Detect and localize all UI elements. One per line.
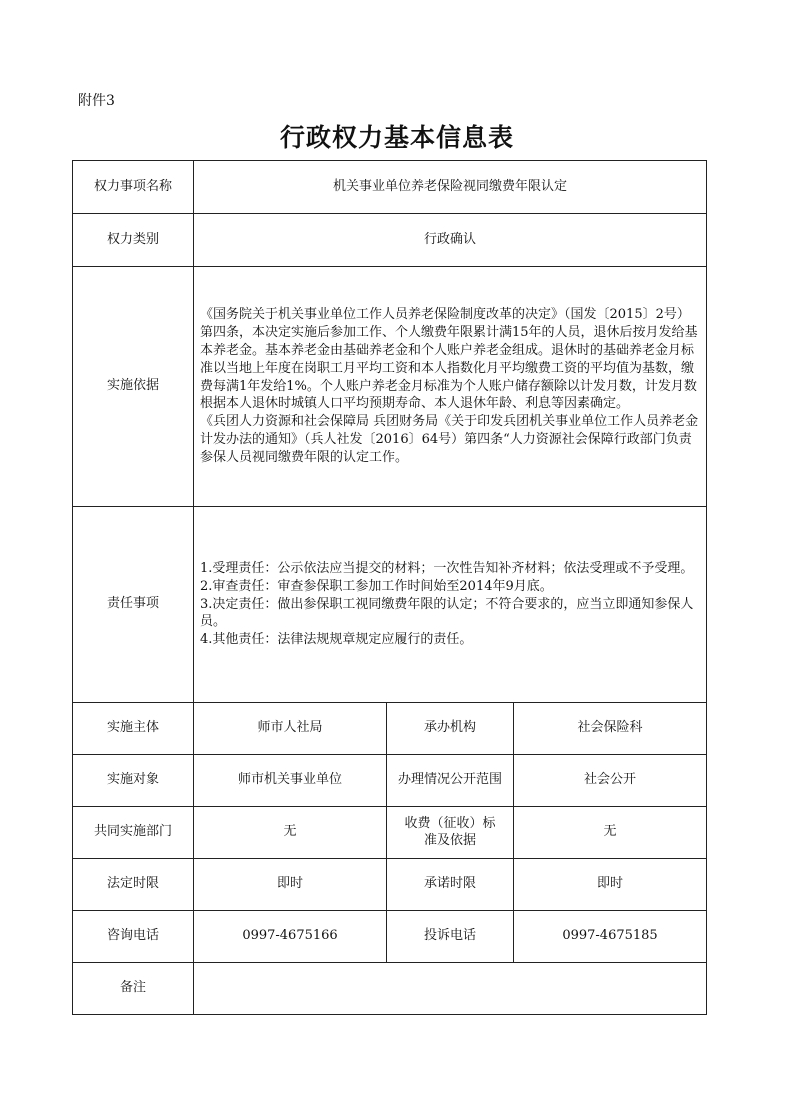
row-label-promise-time: 承诺时限 [387,859,514,911]
table-row [73,507,707,703]
table-row [73,267,707,507]
table-row [73,161,707,214]
row-label-fee: 收费（征收）标准及依据 [387,807,514,859]
row-value-remark [194,963,707,1015]
row-value-responsibility [194,507,707,703]
row-value-basis [194,267,707,507]
row-value-promise-time: 即时 [514,859,707,911]
row-value-consult-phone: 0997-4675166 [194,911,387,963]
responsibility-item: 1.受理责任：公示依法应当提交的材料；一次性告知补齐材料；依法受理或不予受理。 [200,560,694,576]
row-label-consult-phone: 咨询电话 [73,911,194,963]
attachment-label: 附件3 [78,93,115,109]
row-label-basis: 实施依据 [73,267,194,507]
row-value-joint: 无 [194,807,387,859]
responsibility-item: 3.决定责任：做出参保职工视同缴费年限的认定；不符合要求的，应当立即通知参保人员。 [200,596,694,630]
row-label-joint: 共同实施部门 [73,807,194,859]
table-row [73,703,707,755]
basis-paragraph: 《兵团人力资源和社会保障局 兵团财务局《关于印发兵团机关事业单位工作人员养老金计发办法的通知》（兵人社发〔2016〕64号）第四条“人力资源社会保障行政部门负责参保人员视同缴费年限的认定工作。 [200,414,699,466]
table-row [73,911,707,963]
table-row [73,755,707,807]
row-label-category: 权力类别 [73,214,194,267]
row-label-remark: 备注 [73,963,194,1015]
page-title: 行政权力基本信息表 [279,123,514,152]
table-row [73,859,707,911]
responsibility-item: 4.其他责任：法律法规规章规定应履行的责任。 [200,632,473,648]
row-value-category: 行政确认 [194,214,707,267]
row-label-responsibility: 责任事项 [73,507,194,703]
row-label-disclosure: 办理情况公开范围 [387,755,514,807]
row-label-complaint-phone: 投诉电话 [387,911,514,963]
table-row [73,807,707,859]
row-value-legal-time: 即时 [194,859,387,911]
responsibility-item: 2.审查责任：审查参保职工参加工作时间始至2014年9月底。 [200,578,553,594]
row-label-org: 承办机构 [387,703,514,755]
row-value-complaint-phone: 0997-4675185 [514,911,707,963]
basis-paragraph: 《国务院关于机关事业单位工作人员养老保险制度改革的决定》（国发〔2015〕2号）第四条，本决定实施后参加工作、个人缴费年限累计满15年的人员，退休后按月发给基本养老金。基本养老金由基础养老金和个人账户养老金组成。退休时的基础养老金月标准以当地上年度在岗职工月平均工资和本人指数化月平均缴费工资的平均值为基数，缴费每满1年发给1%。个人账户养老金月标准为个人账户储存额除以计发月数，计发月数根据本人退休时城镇人口平均预期寿命、本人退休年龄、利息等因素确定。 [200,306,698,412]
row-value-disclosure: 社会公开 [514,755,707,807]
row-label-legal-time: 法定时限 [73,859,194,911]
row-value-name: 机关事业单位养老保险视同缴费年限认定 [194,161,707,214]
row-value-target: 师市机关事业单位 [194,755,387,807]
row-value-fee: 无 [514,807,707,859]
row-label-target: 实施对象 [73,755,194,807]
table-row [73,214,707,267]
row-value-subject: 师市人社局 [194,703,387,755]
row-value-org: 社会保险科 [514,703,707,755]
info-table [72,160,707,1015]
row-label-subject: 实施主体 [73,703,194,755]
table-row [73,963,707,1015]
row-label-name: 权力事项名称 [73,161,194,214]
